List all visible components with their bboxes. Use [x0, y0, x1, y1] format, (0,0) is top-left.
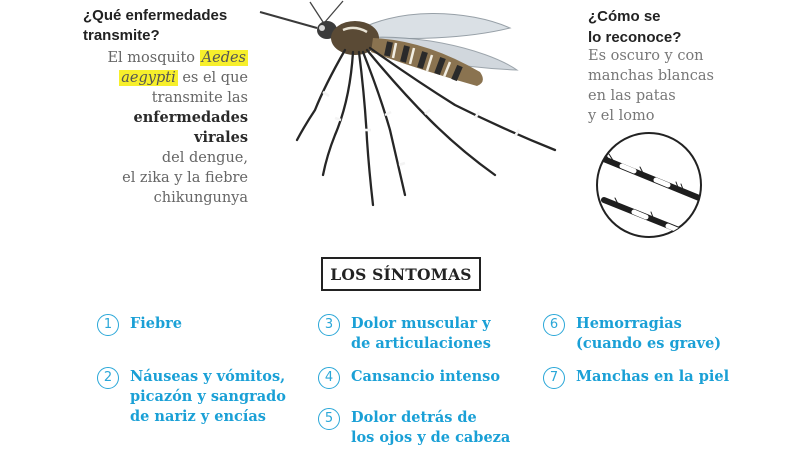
viral-diseases-text: enfermedades virales — [133, 109, 248, 146]
symptom-number-2: 2 — [97, 367, 119, 389]
symptom-number-1: 1 — [97, 314, 119, 336]
recognize-answer-text — [588, 46, 758, 126]
disease-question-title — [83, 6, 283, 46]
disease-answer-text — [78, 48, 248, 208]
species-name: aegypti — [121, 70, 176, 86]
species-genus: Aedes — [201, 50, 246, 66]
symptom-text-5: Dolor detrás de los ojos y de cabeza — [351, 409, 511, 446]
symptom-text-4: Cansancio intenso — [351, 368, 500, 385]
answer-prefix: El mosquito — [107, 50, 196, 66]
symptom-number-6: 6 — [543, 314, 565, 336]
symptoms-header-label: LOS SÍNTOMAS — [330, 264, 472, 284]
recognize-line-4: y el lomo — [588, 108, 655, 124]
symptom-text-3: Dolor muscular y de articulaciones — [351, 315, 491, 352]
symptom-item-2 — [97, 367, 286, 427]
symptom-item-3 — [318, 314, 491, 354]
recognize-title-line-1: ¿Cómo se — [588, 8, 661, 25]
answer-mid: es el que transmite las — [151, 70, 248, 106]
symptom-item-5 — [318, 408, 510, 448]
answer-line-dengue: del dengue, — [161, 150, 248, 166]
disease-question-title-line: ¿Qué enfermedades transmite? — [83, 7, 228, 44]
symptom-number-3: 3 — [318, 314, 340, 336]
symptom-text-1: Fiebre — [130, 315, 183, 332]
answer-line-zika: el zika y la fiebre — [122, 170, 248, 186]
symptom-text-7: Manchas en la piel — [576, 368, 730, 385]
symptom-number-7: 7 — [543, 367, 565, 389]
symptoms-header — [321, 257, 481, 291]
recognize-line-1: Es oscuro y con — [588, 48, 704, 64]
symptom-item-6 — [543, 314, 721, 354]
symptom-item-4 — [318, 367, 500, 389]
symptom-item-7 — [543, 367, 729, 389]
mosquito-illustration — [255, 0, 605, 210]
symptom-item-1 — [97, 314, 182, 336]
symptom-text-6: Hemorragias (cuando es grave) — [576, 315, 722, 352]
recognize-line-2: manchas blancas — [588, 68, 714, 84]
symptom-text-2: Náuseas y vómitos, picazón y sangrado de nariz y encías — [130, 368, 286, 425]
recognize-title-line-2: lo reconoce? — [588, 29, 682, 46]
recognize-line-3: en las patas — [588, 88, 676, 104]
recognize-question-title — [588, 6, 748, 48]
leg-zoom-illustration — [594, 130, 704, 240]
symptom-number-5: 5 — [318, 408, 340, 430]
symptom-number-4: 4 — [318, 367, 340, 389]
answer-line-chikungunya: chikungunya — [153, 190, 248, 206]
